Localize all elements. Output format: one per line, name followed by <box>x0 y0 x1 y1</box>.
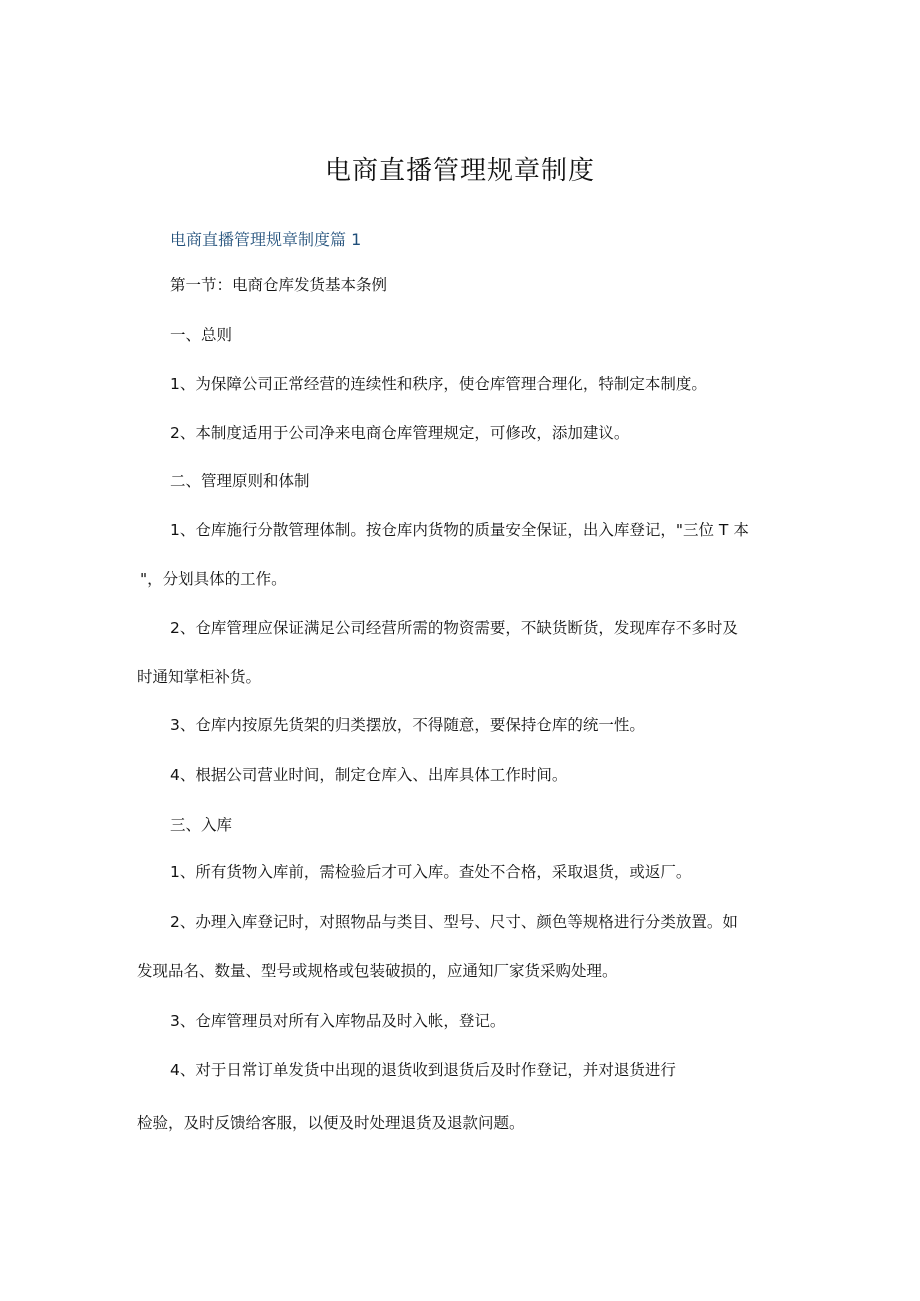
paragraph-line: 发现品名、数量、型号或规格或包装破损的，应通知厂家货采购处理。 <box>137 962 618 980</box>
paragraph-line: 2、本制度适用于公司净来电商仓库管理规定，可修改，添加建议。 <box>170 424 630 442</box>
paragraph-line: 3、仓库管理员对所有入库物品及时入帐，登记。 <box>170 1012 506 1030</box>
paragraph-line: 三、入库 <box>170 816 233 834</box>
paragraph-line: 1、为保障公司正常经营的连续性和秩序，使仓库管理合理化，特制定本制度。 <box>170 375 707 393</box>
paragraph-line: 2、仓库管理应保证满足公司经营所需的物资需要，不缺货断货，发现库存不多时及 <box>170 619 738 637</box>
document-title: 电商直播管理规章制度 <box>324 156 595 186</box>
paragraph-line: 第一节：电商仓库发货基本条例 <box>170 276 388 294</box>
paragraph-line: 2、办理入库登记时，对照物品与类目、型号、尺寸、颜色等规格进行分类放置。如 <box>170 913 738 931</box>
paragraph-line: 1、所有货物入库前，需检验后才可入库。查处不合格，采取退货，或返厂。 <box>170 863 692 881</box>
paragraph-line: 检验，及时反馈给客服，以便及时处理退货及退款问题。 <box>137 1114 525 1132</box>
paragraph-line: 3、仓库内按原先货架的归类摆放，不得随意，要保持仓库的统一性。 <box>170 716 645 734</box>
paragraph-line: 二、管理原则和体制 <box>170 472 310 490</box>
paragraph-line: 时通知掌柜补货。 <box>137 668 262 686</box>
paragraph-line: 一、总则 <box>170 326 233 344</box>
paragraph-line: 1、仓库施行分散管理体制。按仓库内货物的质量安全保证，出入库登记，"三位 T 本 <box>170 521 749 539</box>
paragraph-line: 4、根据公司营业时间，制定仓库入、出库具体工作时间。 <box>170 766 568 784</box>
section-heading: 电商直播管理规章制度篇 1 <box>170 230 362 249</box>
paragraph-line: 4、对于日常订单发货中出现的退货收到退货后及时作登记，并对退货进行 <box>170 1061 676 1079</box>
paragraph-line: "，分划具体的工作。 <box>140 570 287 588</box>
